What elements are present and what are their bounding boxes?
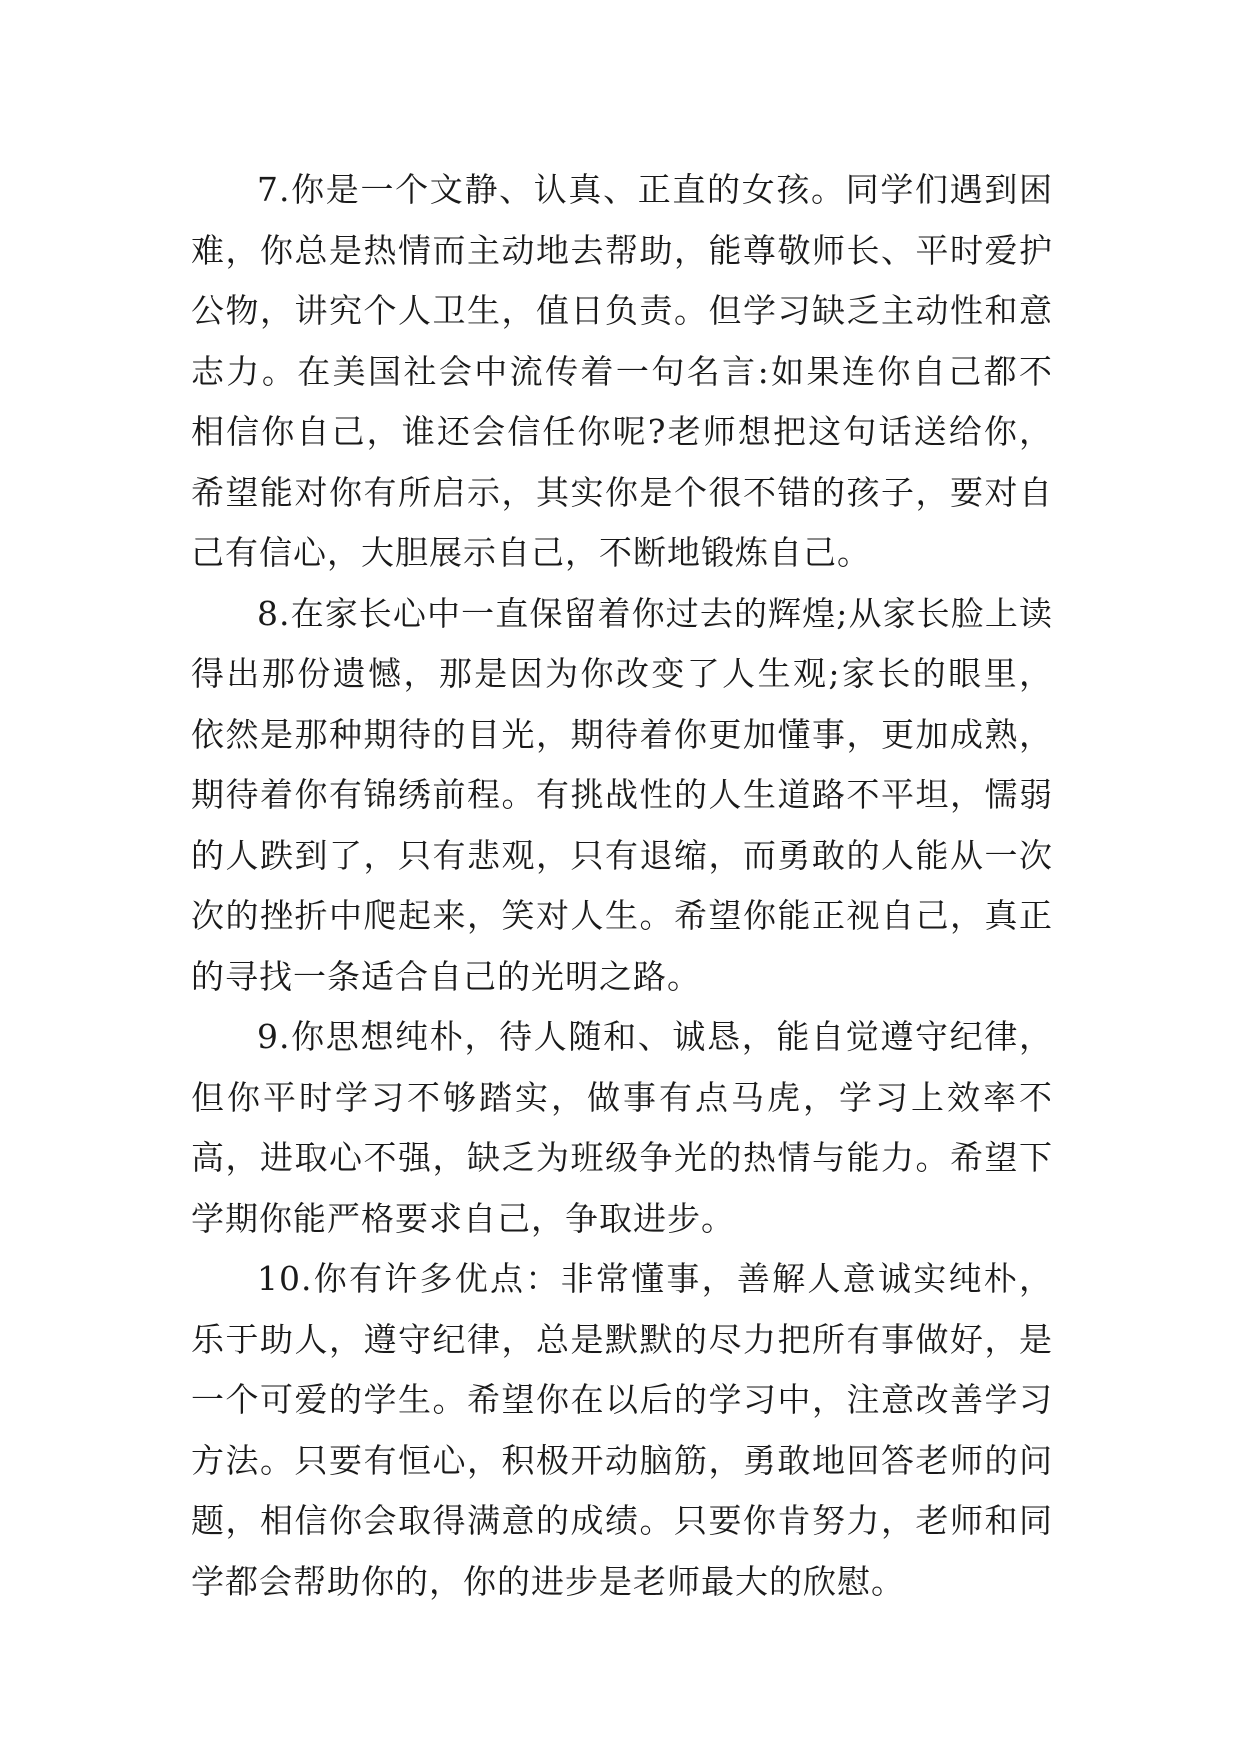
- paragraph-9: 9.你思想纯朴，待人随和、诚恳，能自觉遵守纪律，但你平时学习不够踏实，做事有点马虎，学习上效率不高，进取心不强，缺乏为班级争光的热情与能力。希望下学期你能严格要求自己，争取进步。: [191, 1017, 1053, 1238]
- paragraph-7: 7.你是一个文静、认真、正直的女孩。同学们遇到困难，你总是热情而主动地去帮助，能尊敬师长、平时爱护公物，讲究个人卫生，值日负责。但学习缺乏主动性和意志力。在美国社会中流传着一句名言:如果连你自己都不相信你自己，谁还会信任你呢?老师想把这句话送给你，希望能对你有所启示，其实你是个很不错的孩子，要对自己有信心，大胆展示自己，不断地锻炼自己。: [191, 170, 1053, 572]
- paragraph-8: 8.在家长心中一直保留着你过去的辉煌;从家长脸上读得出那份遗憾，那是因为你改变了人生观;家长的眼里，依然是那种期待的目光，期待着你更加懂事，更加成熟，期待着你有锦绣前程。有挑战性的人生道路不平坦，懦弱的人跌到了，只有悲观，只有退缩，而勇敢的人能从一次次的挫折中爬起来，笑对人生。希望你能正视自己，真正的寻找一条适合自己的光明之路。: [191, 593, 1053, 996]
- paragraph-10: 10.你有许多优点：非常懂事，善解人意诚实纯朴，乐于助人，遵守纪律，总是默默的尽力把所有事做好，是一个可爱的学生。希望你在以后的学习中，注意改善学习方法。只要有恒心，积极开动脑筋，勇敢地回答老师的问题，相信你会取得满意的成绩。只要你肯努力，老师和同学都会帮助你的，你的进步是老师最大的欣慰。: [191, 1259, 1053, 1601]
- document-body: [191, 160, 1053, 1612]
